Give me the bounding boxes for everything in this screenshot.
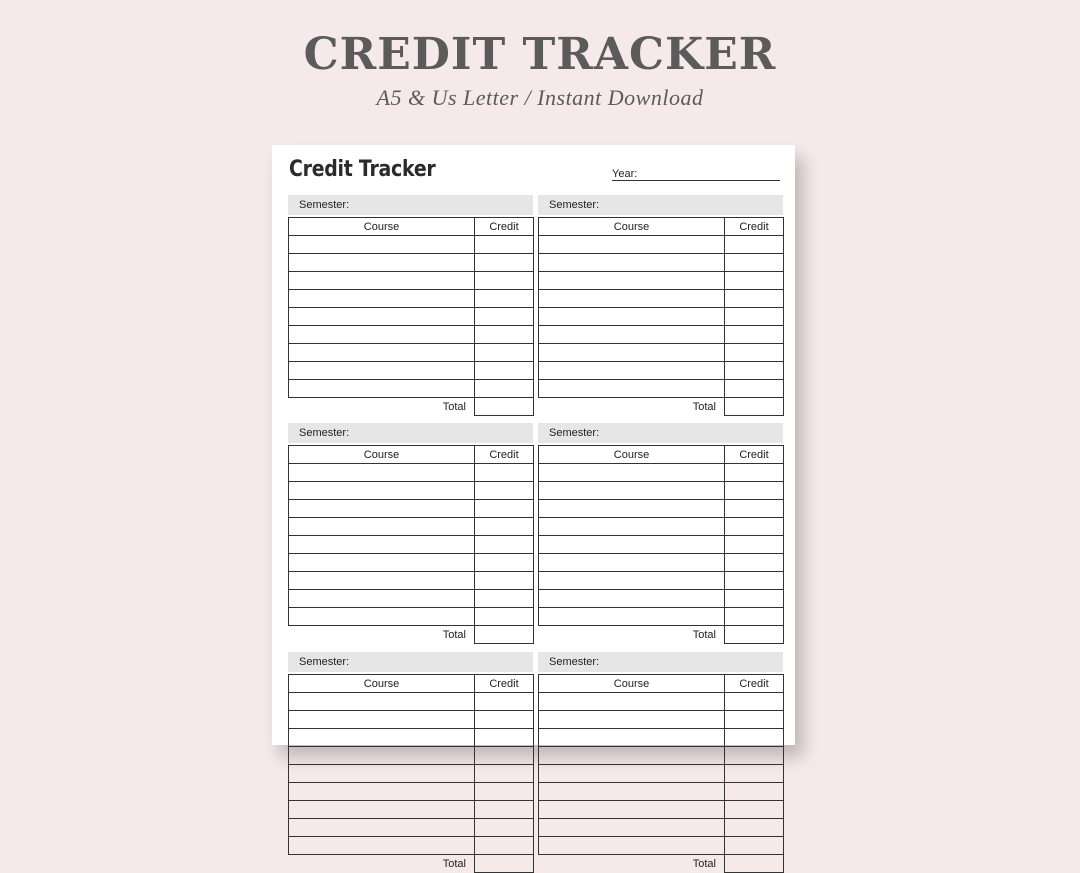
course-cell[interactable]: [289, 362, 475, 380]
credit-cell[interactable]: [725, 518, 784, 536]
total-label: Total: [289, 626, 475, 644]
table-row: [539, 464, 784, 482]
course-cell[interactable]: [289, 729, 475, 747]
table-row: [539, 236, 784, 254]
credit-cell[interactable]: [475, 765, 534, 783]
semester-label: Semester:: [299, 427, 350, 439]
credit-cell[interactable]: [475, 464, 534, 482]
credit-header: Credit: [475, 446, 534, 464]
credit-cell[interactable]: [475, 747, 534, 765]
table-row: [539, 272, 784, 290]
table-row: [539, 819, 784, 837]
table-row: [289, 500, 534, 518]
table-row: [539, 380, 784, 398]
total-label: Total: [539, 626, 725, 644]
table-row: [289, 464, 534, 482]
table-row: [289, 819, 534, 837]
credit-cell[interactable]: [725, 590, 784, 608]
course-cell[interactable]: [289, 308, 475, 326]
course-cell[interactable]: [539, 362, 725, 380]
table-row: [539, 254, 784, 272]
credit-cell[interactable]: [725, 236, 784, 254]
course-cell[interactable]: [289, 536, 475, 554]
course-cell[interactable]: [539, 464, 725, 482]
table-row: [539, 783, 784, 801]
credit-cell[interactable]: [475, 236, 534, 254]
credit-table: [538, 217, 784, 416]
table-row: [289, 272, 534, 290]
course-header: Course: [539, 218, 725, 236]
course-cell[interactable]: [289, 711, 475, 729]
course-header: Course: [539, 446, 725, 464]
table-row: [289, 837, 534, 855]
table-row: [539, 572, 784, 590]
course-cell[interactable]: [289, 837, 475, 855]
table-row: [539, 711, 784, 729]
credit-cell[interactable]: [725, 308, 784, 326]
credit-cell[interactable]: [475, 801, 534, 819]
course-cell[interactable]: [289, 801, 475, 819]
semester-label: Semester:: [549, 199, 600, 211]
credit-cell[interactable]: [475, 362, 534, 380]
credit-cell[interactable]: [725, 801, 784, 819]
table-row: [539, 765, 784, 783]
course-header: Course: [289, 675, 475, 693]
credit-cell[interactable]: [725, 693, 784, 711]
table-row: [289, 380, 534, 398]
table-row: [539, 837, 784, 855]
semester-bar: [538, 195, 783, 215]
course-cell[interactable]: [289, 236, 475, 254]
banner-subtitle: A5 & Us Letter / Instant Download: [376, 85, 704, 110]
course-cell[interactable]: [289, 380, 475, 398]
table-row: [539, 554, 784, 572]
course-cell[interactable]: [539, 801, 725, 819]
semester-bar: [538, 423, 783, 443]
semester-bar: [538, 652, 783, 672]
table-row: [289, 693, 534, 711]
course-cell[interactable]: [289, 254, 475, 272]
course-cell[interactable]: [289, 290, 475, 308]
total-cell[interactable]: [475, 626, 534, 644]
credit-cell[interactable]: [725, 380, 784, 398]
credit-cell[interactable]: [475, 254, 534, 272]
printable-sheet: [272, 145, 795, 870]
table-row: [539, 747, 784, 765]
course-cell[interactable]: [539, 711, 725, 729]
table-row: [289, 362, 534, 380]
course-cell[interactable]: [539, 819, 725, 837]
course-cell[interactable]: [289, 608, 475, 626]
table-row: [289, 747, 534, 765]
table-row: [289, 783, 534, 801]
course-cell[interactable]: [539, 608, 725, 626]
course-cell[interactable]: [289, 272, 475, 290]
total-label: Total: [539, 398, 725, 416]
credit-table: [288, 217, 534, 416]
table-row: [539, 500, 784, 518]
credit-cell[interactable]: [475, 554, 534, 572]
credit-cell[interactable]: [725, 464, 784, 482]
course-cell[interactable]: [289, 819, 475, 837]
course-header: Course: [539, 675, 725, 693]
course-cell[interactable]: [539, 344, 725, 362]
credit-cell[interactable]: [725, 765, 784, 783]
course-cell[interactable]: [539, 380, 725, 398]
table-row: [539, 326, 784, 344]
course-cell[interactable]: [289, 326, 475, 344]
course-cell[interactable]: [289, 783, 475, 801]
table-row: [539, 362, 784, 380]
table-row: [289, 536, 534, 554]
total-cell[interactable]: [475, 855, 534, 873]
credit-cell[interactable]: [725, 290, 784, 308]
course-cell[interactable]: [289, 344, 475, 362]
table-row: [539, 536, 784, 554]
credit-cell[interactable]: [475, 272, 534, 290]
table-row: [289, 765, 534, 783]
table-row: [539, 482, 784, 500]
table-header-row: [539, 446, 784, 464]
course-cell[interactable]: [539, 572, 725, 590]
credit-cell[interactable]: [725, 482, 784, 500]
credit-cell[interactable]: [475, 536, 534, 554]
credit-table: [288, 445, 534, 644]
sheet-title: Credit Tracker: [289, 157, 436, 182]
credit-header: Credit: [725, 446, 784, 464]
credit-cell[interactable]: [725, 729, 784, 747]
total-label: Total: [539, 855, 725, 873]
table-row: [289, 608, 534, 626]
semester-bar: [288, 652, 533, 672]
table-row: [539, 344, 784, 362]
table-row: [539, 801, 784, 819]
course-cell[interactable]: [539, 783, 725, 801]
semester-label: Semester:: [549, 427, 600, 439]
credit-cell[interactable]: [475, 344, 534, 362]
course-cell[interactable]: [539, 536, 725, 554]
total-row: [539, 626, 784, 644]
course-cell[interactable]: [539, 765, 725, 783]
credit-cell[interactable]: [475, 572, 534, 590]
table-header-row: [289, 675, 534, 693]
table-row: [289, 554, 534, 572]
credit-cell[interactable]: [725, 837, 784, 855]
semester-bar: [288, 423, 533, 443]
credit-table: [288, 674, 534, 873]
credit-cell[interactable]: [475, 590, 534, 608]
credit-header: Credit: [725, 675, 784, 693]
course-cell[interactable]: [289, 500, 475, 518]
credit-cell[interactable]: [725, 500, 784, 518]
course-cell[interactable]: [289, 572, 475, 590]
credit-cell[interactable]: [475, 482, 534, 500]
total-cell[interactable]: [475, 398, 534, 416]
credit-cell[interactable]: [725, 554, 784, 572]
credit-cell[interactable]: [475, 326, 534, 344]
course-cell[interactable]: [539, 500, 725, 518]
credit-cell[interactable]: [475, 819, 534, 837]
table-row: [289, 254, 534, 272]
table-header-row: [539, 218, 784, 236]
course-cell[interactable]: [539, 308, 725, 326]
course-cell[interactable]: [289, 482, 475, 500]
credit-cell[interactable]: [725, 362, 784, 380]
course-cell[interactable]: [289, 747, 475, 765]
total-cell[interactable]: [725, 626, 784, 644]
course-cell[interactable]: [539, 254, 725, 272]
table-row: [539, 308, 784, 326]
table-header-row: [539, 675, 784, 693]
course-cell[interactable]: [539, 326, 725, 344]
credit-cell[interactable]: [725, 536, 784, 554]
total-cell[interactable]: [725, 855, 784, 873]
course-header: Course: [289, 218, 475, 236]
course-cell[interactable]: [289, 518, 475, 536]
course-header: Course: [289, 446, 475, 464]
credit-cell[interactable]: [725, 254, 784, 272]
table-row: [289, 308, 534, 326]
course-cell[interactable]: [539, 236, 725, 254]
table-header-row: [289, 446, 534, 464]
table-row: [539, 729, 784, 747]
total-row: [539, 398, 784, 416]
credit-cell[interactable]: [725, 572, 784, 590]
banner-title: CREDIT TRACKER: [303, 29, 777, 80]
year-label: Year:: [612, 168, 638, 180]
table-row: [289, 572, 534, 590]
credit-table: [538, 674, 784, 873]
credit-cell[interactable]: [475, 380, 534, 398]
course-cell[interactable]: [289, 464, 475, 482]
semester-bar: [288, 195, 533, 215]
semester-label: Semester:: [299, 656, 350, 668]
table-row: [289, 801, 534, 819]
credit-cell[interactable]: [725, 783, 784, 801]
semester-label: Semester:: [299, 199, 350, 211]
table-row: [289, 236, 534, 254]
table-row: [289, 729, 534, 747]
course-cell[interactable]: [539, 482, 725, 500]
course-cell[interactable]: [539, 747, 725, 765]
table-row: [289, 344, 534, 362]
total-label: Total: [289, 855, 475, 873]
table-row: [539, 518, 784, 536]
credit-table: [538, 445, 784, 644]
credit-header: Credit: [725, 218, 784, 236]
course-cell[interactable]: [539, 272, 725, 290]
table-row: [289, 290, 534, 308]
table-row: [539, 693, 784, 711]
credit-header: Credit: [475, 218, 534, 236]
course-cell[interactable]: [539, 693, 725, 711]
credit-cell[interactable]: [475, 711, 534, 729]
credit-cell[interactable]: [725, 608, 784, 626]
credit-cell[interactable]: [475, 837, 534, 855]
table-row: [539, 290, 784, 308]
course-cell[interactable]: [539, 590, 725, 608]
course-cell[interactable]: [289, 765, 475, 783]
table-row: [289, 326, 534, 344]
total-cell[interactable]: [725, 398, 784, 416]
course-cell[interactable]: [289, 554, 475, 572]
total-row: [539, 855, 784, 873]
table-header-row: [289, 218, 534, 236]
total-row: [289, 855, 534, 873]
credit-header: Credit: [475, 675, 534, 693]
course-cell[interactable]: [289, 590, 475, 608]
table-row: [289, 590, 534, 608]
table-row: [289, 518, 534, 536]
course-cell[interactable]: [289, 693, 475, 711]
course-cell[interactable]: [539, 290, 725, 308]
credit-cell[interactable]: [475, 518, 534, 536]
year-field: [612, 164, 780, 181]
course-cell[interactable]: [539, 518, 725, 536]
credit-cell[interactable]: [725, 819, 784, 837]
total-label: Total: [289, 398, 475, 416]
credit-cell[interactable]: [475, 290, 534, 308]
credit-cell[interactable]: [725, 711, 784, 729]
credit-cell[interactable]: [725, 326, 784, 344]
table-row: [539, 590, 784, 608]
total-row: [289, 398, 534, 416]
credit-cell[interactable]: [475, 783, 534, 801]
semester-label: Semester:: [549, 656, 600, 668]
credit-cell[interactable]: [725, 344, 784, 362]
course-cell[interactable]: [539, 837, 725, 855]
credit-cell[interactable]: [725, 272, 784, 290]
table-row: [289, 711, 534, 729]
credit-cell[interactable]: [475, 729, 534, 747]
credit-cell[interactable]: [475, 693, 534, 711]
course-cell[interactable]: [539, 729, 725, 747]
credit-cell[interactable]: [475, 308, 534, 326]
total-row: [289, 626, 534, 644]
credit-cell[interactable]: [475, 608, 534, 626]
table-row: [539, 608, 784, 626]
table-row: [289, 482, 534, 500]
credit-cell[interactable]: [475, 500, 534, 518]
course-cell[interactable]: [539, 554, 725, 572]
credit-cell[interactable]: [725, 747, 784, 765]
